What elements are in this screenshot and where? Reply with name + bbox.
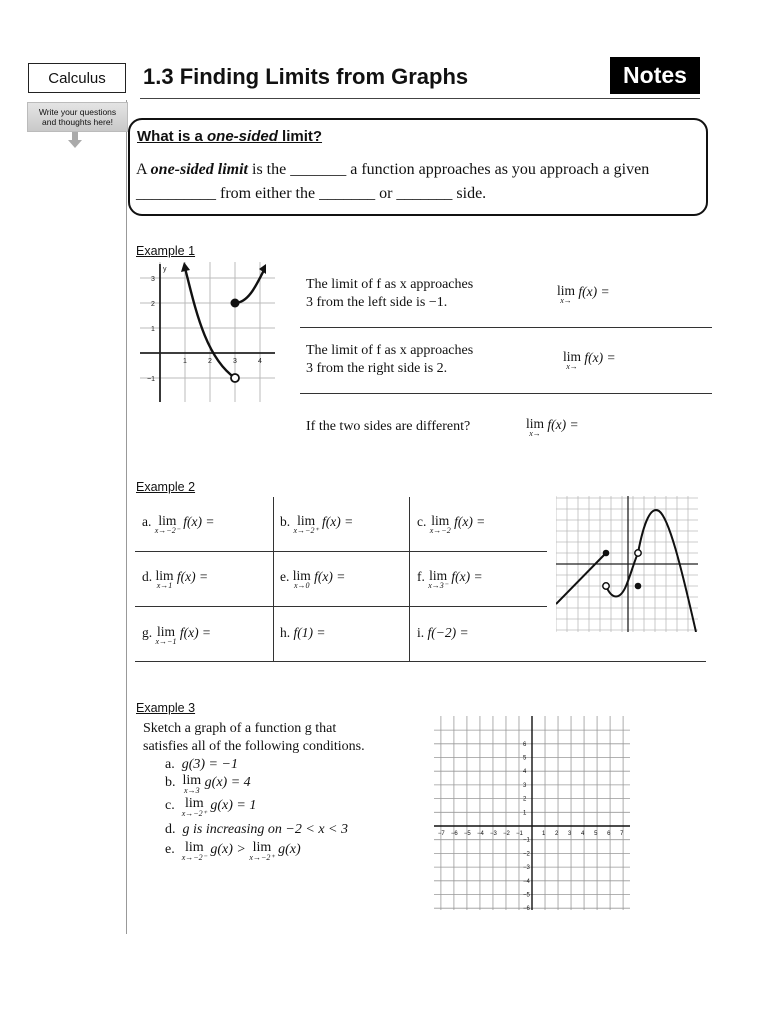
e2-g-letter: g. — [142, 625, 153, 640]
e3-e-sub: x→−2⁻ — [181, 853, 207, 862]
e2-d-letter: d. — [142, 569, 153, 584]
e2-b-expr: f(x) = — [322, 514, 354, 529]
e2-f-lim: lim — [429, 568, 448, 583]
e2-a-sub: x→−2⁻ — [154, 526, 180, 535]
e1-row3-expr: f(x) = — [547, 417, 579, 432]
e3-ytick-label: −3 — [523, 865, 530, 872]
e2-h-letter: h. — [280, 625, 291, 640]
e1-divider-2 — [300, 393, 712, 394]
e3-e-letter: e. — [165, 842, 175, 857]
e1-row2-lim: lim — [563, 349, 582, 364]
e2-cell-f — [417, 569, 483, 590]
example2-graph — [556, 496, 698, 632]
e3-prompt-line2: satisfies all of the following conditions. — [143, 739, 365, 754]
e1-divider-1 — [300, 327, 712, 328]
e2-f-letter: f. — [417, 569, 425, 584]
e1-xtick-1: 1 — [183, 358, 187, 365]
e2-b-letter: b. — [280, 514, 291, 529]
e2-cell-h — [280, 625, 325, 641]
e1-row2-line1: The limit of f as x approaches — [306, 343, 474, 358]
e3-xtick-label: −6 — [450, 831, 458, 837]
e2-cell-g — [142, 625, 211, 646]
e3-ytick-label: −1 — [523, 837, 530, 844]
e1-row3-text: If the two sides are different? — [306, 419, 471, 434]
e1-row2-limit — [563, 350, 616, 371]
e2-e-expr: f(x) = — [314, 569, 346, 584]
e3-e-lim2: lim — [252, 840, 272, 855]
e1-row2-line2: 3 from the right side is 2. — [306, 361, 448, 376]
e2-cell-d — [142, 569, 208, 590]
title-underline — [140, 98, 700, 99]
e3-xtick-label: 1 — [542, 831, 546, 837]
e2-d-expr: f(x) = — [176, 569, 209, 584]
e3-ytick-label: −5 — [523, 892, 530, 899]
e2-g-lim: lim — [156, 624, 175, 639]
e3-ytick-label: 5 — [523, 755, 527, 762]
e1-xtick-4: 4 — [258, 358, 262, 365]
e2-f-sub: x→3⁻ — [428, 581, 449, 590]
e1-xtick-2: 2 — [208, 358, 212, 365]
e2-c-sub: x→−2 — [429, 526, 451, 535]
e2-cell-b — [280, 514, 353, 535]
e1-row1-text — [306, 276, 473, 312]
e2-h-expr: f(1) = — [293, 625, 326, 640]
example2-label: Example 2 — [136, 480, 196, 494]
course-label: Calculus — [28, 63, 126, 93]
e3-xtick-label: 6 — [607, 831, 611, 837]
e2-e-lim: lim — [292, 568, 311, 583]
e3-condition-b — [165, 774, 251, 795]
e3-e-text: g(x) > — [210, 842, 246, 857]
e3-condition-d — [165, 821, 348, 839]
e3-xtick-label: 2 — [555, 831, 559, 837]
e2-f-expr: f(x) = — [451, 569, 483, 584]
e1-ytick-neg1: −1 — [147, 376, 155, 383]
e2-row-divider-3 — [135, 661, 706, 662]
e2-g-sub: x→−1 — [155, 637, 177, 646]
e3-condition-a — [165, 756, 238, 774]
e1-row1-limit — [557, 284, 610, 305]
e3-xtick-label: 5 — [594, 831, 598, 837]
e3-xtick-label: −4 — [476, 831, 484, 837]
e2-col-divider-2 — [409, 497, 410, 661]
e3-c-text: g(x) = 1 — [210, 798, 257, 813]
definition-text — [136, 158, 704, 206]
example1-graph — [140, 262, 280, 404]
e2-cell-c — [417, 514, 485, 535]
question-em: one-sided — [207, 128, 278, 145]
e2-g-expr: f(x) = — [179, 625, 212, 640]
e1-row1-line1: The limit of f as x approaches — [306, 277, 474, 292]
example3-label: Example 3 — [136, 701, 196, 715]
sidenote-box — [27, 102, 128, 132]
e1-row3-sub: x→ — [529, 429, 541, 438]
e2-closed-point-1 — [603, 550, 610, 557]
e2-c-expr: f(x) = — [454, 514, 486, 529]
e3-ytick-label: 2 — [523, 796, 527, 803]
e2-e-letter: e. — [280, 569, 290, 584]
e2-row-divider-1 — [135, 551, 547, 552]
e3-prompt-line1: Sketch a graph of a function g that — [143, 721, 337, 736]
e2-cell-i — [417, 625, 469, 641]
definition-line2: __________ from either the _______ or _______ side. — [136, 185, 487, 202]
e1-ytick-2: 2 — [151, 301, 155, 308]
e2-row-divider-2 — [135, 606, 547, 607]
def-text-em: one-sided limit — [150, 161, 248, 178]
e3-ytick-label: 3 — [523, 782, 527, 789]
e2-cell-a — [142, 514, 215, 535]
e2-a-lim: lim — [158, 513, 177, 528]
e1-row1-sub: x→ — [560, 296, 572, 305]
arrow-down-icon — [68, 132, 82, 148]
example3-grid — [434, 716, 630, 910]
e1-xtick-3: 3 — [233, 358, 237, 365]
e3-xtick-label: −7 — [437, 831, 445, 837]
e2-open-point-2 — [635, 550, 641, 556]
e1-closed-point — [231, 299, 240, 308]
e1-row2-sub: x→ — [566, 362, 578, 371]
sidenote-line2: and thoughts here! — [42, 117, 113, 127]
e3-b-text: g(x) = 4 — [204, 775, 251, 790]
e1-open-point — [231, 374, 239, 382]
e3-xtick-label: 3 — [568, 831, 572, 837]
e1-row3-lim: lim — [526, 416, 545, 431]
e3-ytick-label: 6 — [523, 741, 527, 748]
e1-row2-expr: f(x) = — [584, 350, 616, 365]
e3-xtick-label: 4 — [581, 831, 585, 837]
e2-b-lim: lim — [297, 513, 316, 528]
e2-c-lim: lim — [431, 513, 450, 528]
e3-c-letter: c. — [165, 798, 175, 813]
e3-ytick-label: 4 — [523, 769, 527, 776]
e2-a-expr: f(x) = — [183, 514, 215, 529]
e1-row1-line2: 3 from the left side is −1. — [306, 295, 448, 310]
e2-a-letter: a. — [142, 514, 152, 529]
example1-label: Example 1 — [136, 244, 196, 258]
e3-e-lim: lim — [184, 840, 204, 855]
e1-row2-text — [306, 342, 473, 378]
e3-e-sub2: x→−2⁺ — [249, 853, 275, 862]
e2-e-sub: x→0 — [293, 581, 310, 590]
e2-closed-point-2 — [635, 583, 642, 590]
e2-c-letter: c. — [417, 514, 427, 529]
e3-b-letter: b. — [165, 775, 176, 790]
e3-a-text: g(3) = −1 — [181, 757, 238, 772]
e3-a-letter: a. — [165, 757, 175, 772]
e3-xtick-label: −5 — [463, 831, 471, 837]
e3-c-sub: x→−2⁺ — [181, 809, 207, 818]
e3-b-sub: x→3 — [184, 786, 200, 795]
e1-ytick-1: 1 — [151, 326, 155, 333]
e2-right-curve — [638, 510, 696, 632]
def-text-a: A — [136, 161, 151, 178]
e2-cell-e — [280, 569, 345, 590]
e2-col-divider-1 — [273, 497, 274, 661]
sidenote-line1: Write your questions — [38, 107, 117, 117]
e3-c-lim: lim — [184, 796, 204, 811]
e3-ytick-label: −2 — [523, 851, 530, 858]
e3-xtick-label: −3 — [489, 831, 497, 837]
e2-left-line — [556, 553, 606, 604]
e3-e-text2: g(x) — [278, 842, 301, 857]
e1-row1-lim: lim — [557, 283, 576, 298]
definition-question — [137, 128, 322, 145]
question-pre: What is a — [137, 128, 208, 145]
e1-row3-limit — [526, 417, 579, 438]
e3-ytick-label: −6 — [523, 906, 530, 910]
e3-condition-c — [165, 797, 256, 818]
e2-i-expr: f(−2) = — [427, 625, 469, 640]
e3-condition-e — [165, 841, 301, 862]
e1-ytick-3: 3 — [151, 276, 155, 283]
notes-badge: Notes — [610, 57, 700, 94]
def-text-b: is the _______ a function approaches as you approach a given — [248, 161, 650, 178]
e3-b-lim: lim — [182, 773, 202, 788]
e2-open-point-1 — [603, 583, 609, 589]
question-post: limit? — [277, 128, 323, 145]
definition-line1 — [136, 158, 704, 182]
e3-ytick-label: −4 — [523, 878, 530, 885]
page-title: 1.3 Finding Limits from Graphs — [143, 64, 469, 89]
e2-d-lim: lim — [155, 568, 174, 583]
e3-ytick-label: 1 — [523, 810, 527, 817]
e1-y-label: y — [163, 266, 167, 273]
e2-i-letter: i. — [417, 625, 425, 640]
e3-xtick-label: −1 — [515, 831, 523, 837]
e1-row1-expr: f(x) = — [578, 284, 610, 299]
e3-prompt — [143, 720, 365, 756]
e2-b-sub: x→−2⁺ — [293, 526, 319, 535]
e3-xtick-label: 7 — [620, 831, 624, 837]
margin-line — [126, 100, 127, 934]
e3-d-text: g is increasing on −2 < x < 3 — [182, 822, 348, 837]
e3-xtick-label: −2 — [502, 831, 510, 837]
e3-d-letter: d. — [165, 822, 176, 837]
e2-d-sub: x→1 — [156, 581, 173, 590]
